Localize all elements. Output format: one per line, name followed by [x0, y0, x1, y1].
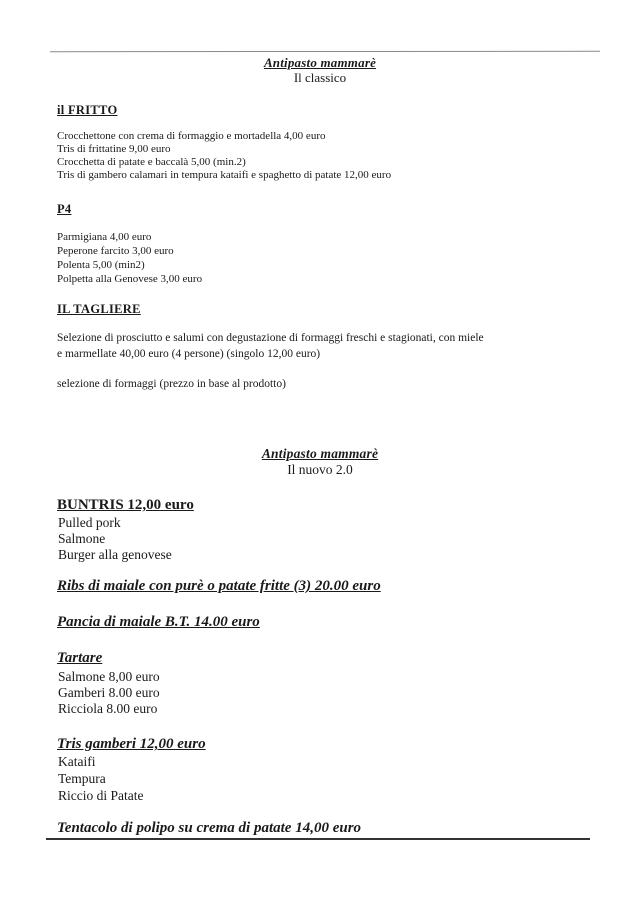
bottom-divider: [46, 838, 590, 840]
menu-item: Crocchettone con crema di formaggio e mortadella 4,00 euro: [57, 130, 326, 142]
menu-item: Peperone farcito 3,00 euro: [57, 245, 174, 257]
section2-subtitle: Il nuovo 2.0: [287, 462, 353, 477]
menu-item: Selezione di prosciutto e salumi con degustazione di formaggi freschi e stagionati, con miele: [57, 332, 484, 344]
heading-tagliere: IL TAGLIERE: [57, 302, 141, 316]
menu-item: Tris di gambero calamari in tempura kataifi e spaghetto di patate 12,00 euro: [57, 169, 392, 181]
section2-title: Antipasto mammarè: [261, 446, 379, 461]
menu-item-pancia: Pancia di maiale B.T. 14.00 euro: [57, 614, 260, 630]
menu-item: Ricciola 8.00 euro: [58, 701, 158, 716]
menu-item: Tempura: [58, 771, 106, 786]
heading-tris-gamberi: Tris gamberi 12,00 euro: [57, 736, 206, 752]
menu-item: Kataifi: [58, 754, 96, 769]
menu-item: Riccio di Patate: [58, 788, 144, 803]
menu-item: Polenta 5,00 (min2): [57, 259, 145, 271]
menu-item: Pulled pork: [58, 515, 121, 530]
menu-item: Parmigiana 4,00 euro: [57, 231, 152, 243]
heading-p4: P4: [57, 202, 72, 216]
menu-item: Polpetta alla Genovese 3,00 euro: [57, 273, 203, 285]
section1-subtitle: Il classico: [293, 70, 347, 85]
menu-item: Burger alla genovese: [58, 547, 172, 562]
menu-item: Crocchetta di patate e baccalà 5,00 (min.2): [57, 156, 246, 168]
menu-item: Tris di frittatine 9,00 euro: [57, 143, 171, 155]
heading-fritto: il FRITTO: [57, 103, 118, 117]
heading-tartare: Tartare: [57, 650, 103, 666]
menu-item: e marmellate 40,00 euro (4 persone) (singolo 12,00 euro): [57, 348, 321, 360]
menu-item-ribs: Ribs di maiale con purè o patate fritte (3) 20.00 euro: [57, 578, 381, 594]
menu-item: selezione di formaggi (prezzo in base al prodotto): [57, 378, 286, 390]
section1-title: Antipasto mammarè: [263, 55, 377, 70]
menu-item: Salmone 8,00 euro: [58, 669, 160, 684]
top-divider: [50, 51, 600, 52]
menu-item-tentacolo: Tentacolo di polipo su crema di patate 14,00 euro: [57, 820, 362, 836]
heading-buntris: BUNTRIS 12,00 euro: [57, 497, 194, 513]
menu-item: Salmone: [58, 531, 106, 546]
menu-item: Gamberi 8.00 euro: [58, 685, 160, 700]
